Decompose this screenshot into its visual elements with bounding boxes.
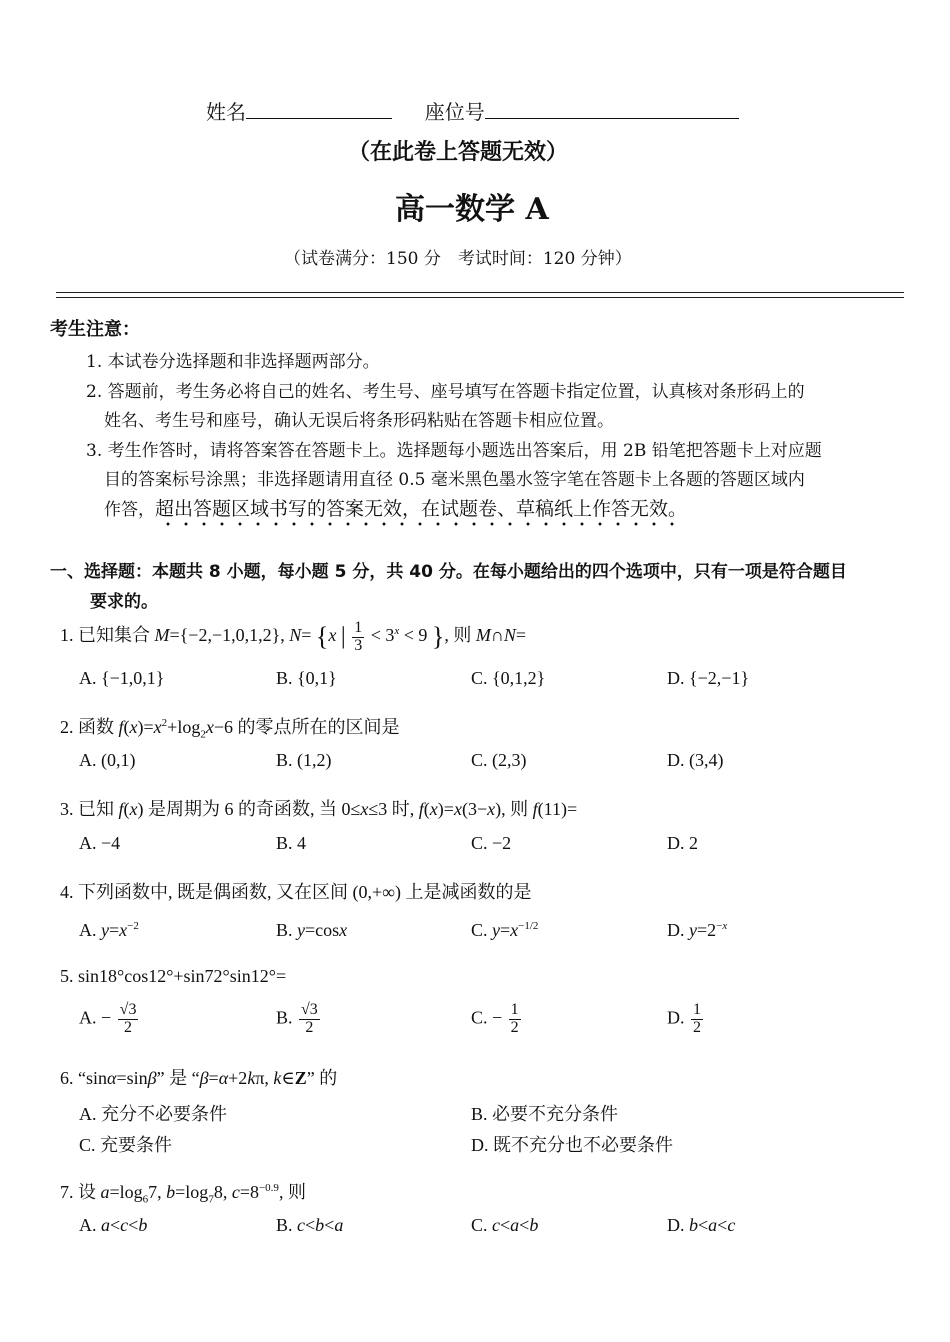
notice-item-3-line-2: 目的答案标号涂黑；非选择题请用直径 0.5 毫米黑色墨水签字笔在答题卡上各题的答题区域内 — [104, 470, 805, 490]
question-5-stem: 5. sin18°cos12°+sin72°sin12°= — [60, 966, 287, 986]
seat-label: 座位号 — [424, 100, 485, 124]
question-4-option-b[interactable]: B. y=cosx — [276, 920, 348, 940]
section-1-heading-line-2: 要求的。 — [90, 592, 158, 612]
question-7-option-b[interactable]: B. c<b<a — [276, 1215, 344, 1235]
question-1-option-a[interactable]: A. {−1,0,1} — [79, 668, 165, 688]
question-2-stem: 2. 函数 $f(x)=x^2+\log_2x-6$ 的零点所在的区间是 — [60, 717, 400, 741]
question-2-option-d[interactable]: D. (3,4) — [667, 750, 724, 770]
question-4-option-a[interactable]: A. $y=x^{-2}$ — [79, 920, 139, 940]
invalid-note: （在此卷上答题无效） — [348, 140, 569, 165]
question-7-option-a[interactable]: A. a<c<b — [79, 1215, 148, 1235]
question-6-option-d[interactable]: D. 既不充分也不必要条件 — [471, 1135, 673, 1155]
question-5-option-d[interactable]: D. $\frac{1}{2}$ — [667, 1001, 701, 1036]
question-3-option-c[interactable]: C. −2 — [471, 833, 512, 853]
question-1-option-b[interactable]: B. {0,1} — [276, 668, 337, 688]
notice-emphasis: 超出答题区域书写的答案无效，在试题卷、草稿纸上作答无效。 — [155, 498, 687, 527]
notice-item-3-prefix: 作答， — [104, 500, 155, 520]
question-2-option-c[interactable]: C. (2,3) — [471, 750, 527, 770]
divider-bottom — [56, 297, 904, 298]
question-3-option-a[interactable]: A. −4 — [79, 833, 121, 853]
name-label: 姓名 — [206, 100, 246, 124]
divider-top — [56, 292, 904, 293]
name-blank — [246, 117, 392, 119]
question-5-option-c[interactable]: C. − $\frac{1}{2}$ — [471, 1001, 519, 1036]
name-field — [206, 96, 739, 125]
question-5-option-a[interactable]: A. − $\frac{√3}{2}$ — [79, 1001, 137, 1036]
question-1-stem — [60, 620, 526, 655]
notice-item-3-line-3 — [104, 494, 687, 521]
exam-info: （试卷满分：150 分 考试时间：120 分钟） — [284, 249, 632, 269]
question-1-option-c[interactable]: C. {0,1,2} — [471, 668, 546, 688]
notice-item-1: 1. 本试卷分选择题和非选择题两部分。 — [86, 352, 380, 372]
question-4-stem: 4. 下列函数中, 既是偶函数, 又在区间 (0,+∞) 上是减函数的是 — [60, 882, 532, 902]
page-title: 高一数学 A — [395, 192, 549, 227]
question-3-stem: 3. 已知 f(x) 是周期为 6 的奇函数, 当 0≤x≤3 时, f(x)=x(3−x), 则 f(11)= — [60, 799, 578, 819]
question-6-option-c[interactable]: C. 充要条件 — [79, 1135, 173, 1155]
question-6-option-b[interactable]: B. 必要不充分条件 — [471, 1104, 619, 1124]
notice-item-2-line-1: 2. 答题前，考生务必将自己的姓名、考生号、座号填写在答题卡指定位置，认真核对条形码上的 — [86, 382, 805, 402]
question-5-option-b[interactable]: B. $\frac{√3}{2}$ — [276, 1001, 318, 1036]
notice-item-3-line-1: 3. 考生作答时，请将答案答在答题卡上。选择题每小题选出答案后，用 2B 铅笔把答题卡上对应题 — [86, 441, 822, 461]
question-4-option-d[interactable]: D. $y=2^{-x}$ — [667, 920, 728, 940]
section-1-heading-line-1: 一、选择题：本题共 8 小题，每小题 5 分，共 40 分。在每小题给出的四个选项中，只有一项是符合题目 — [50, 562, 847, 582]
question-7-option-c[interactable]: C. c<a<b — [471, 1215, 539, 1235]
question-4-option-c[interactable]: C. $y=x^{-1/2}$ — [471, 920, 539, 940]
notice-item-2-line-2: 姓名、考生号和座号，确认无误后将条形码粘贴在答题卡相应位置。 — [104, 411, 614, 431]
question-2-option-a[interactable]: A. (0,1) — [79, 750, 136, 770]
question-3-option-b[interactable]: B. 4 — [276, 833, 307, 853]
question-1-option-d[interactable]: D. {−2,−1} — [667, 668, 750, 688]
question-2-option-b[interactable]: B. (1,2) — [276, 750, 332, 770]
question-7-option-d[interactable]: D. b<a<c — [667, 1215, 736, 1235]
question-1-text: 1. 已知集合 M={−2,−1,0,1,2}, N= {x | $\frac{1}{3}$ < $3^x < 9$ }, 则 M∩N= — [60, 619, 527, 654]
seat-blank — [485, 117, 739, 119]
question-6-stem: 6. “sinα=sinβ” 是 “β=α+2kπ, k∈Z” 的 — [60, 1068, 338, 1088]
question-3-option-d[interactable]: D. 2 — [667, 833, 698, 853]
question-6-option-a[interactable]: A. 充分不必要条件 — [79, 1104, 227, 1124]
question-7-stem: 7. 设 $a=\log_67$, $b=\log_78$, $c=8^{-0.9}$, 则 — [60, 1182, 306, 1206]
notice-title: 考生注意： — [50, 319, 140, 340]
